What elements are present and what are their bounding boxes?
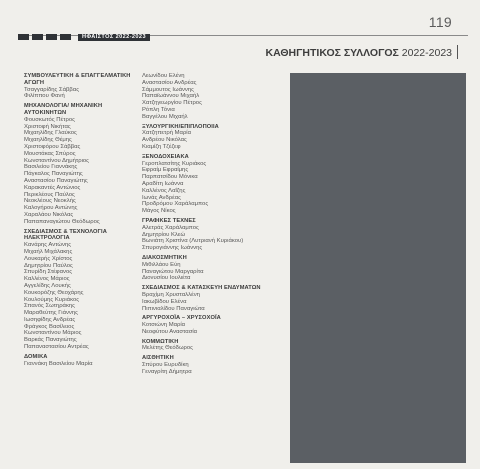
page-title <box>265 47 452 59</box>
staff-section <box>142 73 282 121</box>
section-title: ΑΙΣΘΗΤΙΚΗ <box>142 355 174 362</box>
section-title: ΚΟΜΜΩΤΙΚΗ <box>142 338 179 345</box>
decor-square <box>18 34 29 40</box>
title-divider <box>457 45 458 59</box>
staff-member: Παναγιώτου Μαργαρίτα <box>142 268 204 275</box>
staff-section <box>142 124 282 151</box>
staff-member: Μιχαηλίδης Θέμης <box>24 137 72 144</box>
staff-member: Παπαϊωάννου Μιχαήλ <box>142 93 200 100</box>
staff-member: Νεοφύτου Αναστασία <box>142 328 198 335</box>
staff-member: Γιαννάκη Βασιλείου Μαρία <box>24 360 93 367</box>
staff-member: Ρόπλη Τόνια <box>142 106 175 113</box>
brand-label: ΗΦΑΙΣΤΟΣ 2022-2023 <box>78 34 150 41</box>
staff-member: Βαγγέλου Μιχαήλ <box>142 113 188 120</box>
staff-member: Αναστασίου Παναγιώτης <box>24 177 88 184</box>
staff-member: Καλλένος Λαΐζης <box>142 187 186 194</box>
decor-square <box>60 34 71 40</box>
staff-member: Κουλούμης Κυριάκος <box>24 296 80 303</box>
staff-member: Περικλέους Παύλος <box>24 191 75 198</box>
staff-member: Δημητρίου Κλεώ <box>142 231 186 238</box>
section-title: ΣΧΕΔΙΑΣΜΟΣ & ΚΑΤΑΣΚΕΥΗ ΕΝΔΥΜΑΤΩΝ <box>142 285 261 292</box>
staff-member: Τσαγγαρίδης Σάββας <box>24 86 80 93</box>
section-title: ΣΥΜΒΟΥΛΕΥΤΙΚΗ & ΕΠΑΓΓΕΛΜΑΤΙΚΗ ΑΓΩΓΗ <box>24 73 131 86</box>
staff-member: Χαραλάου Νικόλας <box>24 211 74 218</box>
photo-placeholder <box>290 73 466 463</box>
staff-member: Καρακαντές Αντώνιος <box>24 184 81 191</box>
staff-member: Φουσκωτός Πέτρος <box>24 116 75 123</box>
staff-section <box>24 103 134 225</box>
staff-member: Πάγκαλος Παναγιώτης <box>24 171 83 178</box>
left-column <box>24 73 134 370</box>
staff-section <box>142 315 282 335</box>
staff-member: Εφραίμ Εφραίμης <box>142 167 189 174</box>
staff-member: Σπανός Σωτηράκης <box>24 303 76 310</box>
staff-member: Πιπινιαλίδου Παναγιώτα <box>142 305 205 312</box>
staff-member: Μιχαηλίδης Γλαύκος <box>24 130 77 137</box>
staff-member: Χριστοφή Νικήτας <box>24 123 71 130</box>
section-title: ΔΟΜΙΚΑ <box>24 353 48 360</box>
middle-column <box>142 73 282 379</box>
staff-member: Σπυρίδη Στέφανος <box>24 269 73 276</box>
staff-section <box>24 354 134 368</box>
staff-section <box>142 218 282 252</box>
staff-member: Χριστοφόρου Σάββας <box>24 143 81 150</box>
staff-member: Καλογήρου Αντώνης <box>24 205 78 212</box>
section-title: ΞΕΝΟΔΟΧΕΙΑΚΑ <box>142 153 189 160</box>
staff-member: Ιακωβίδου Ελένα <box>142 298 187 305</box>
staff-member: Λουκαρής Χρίστος <box>24 255 73 262</box>
staff-member: Διονυσίου Ιουλιέτα <box>142 275 191 282</box>
staff-member: Αναστασίου Ανδρέας <box>142 79 197 86</box>
staff-member: Νεοκλέους Νεοκλής <box>24 198 76 205</box>
staff-member: Κουκορόζης Θεοχάρης <box>24 289 84 296</box>
staff-member: Βραχίμη Χρυσταλλένη <box>142 291 200 298</box>
staff-member: Σπυρογιάννης Ιωάννης <box>142 245 203 252</box>
staff-member: Δημητρίου Παύλος <box>24 262 73 269</box>
section-title: ΞΥΛΟΥΡΓΙΚΗ/ΕΠΙΠΛΟΠΟΙΙΑ <box>142 123 219 130</box>
header-bar <box>18 33 150 41</box>
staff-member: Μουστάκας Σπύρος <box>24 150 76 157</box>
page-title-year: 2022-2023 <box>401 47 452 59</box>
staff-member: Βασιλείου Γιαννάκης <box>24 164 78 171</box>
page-title-main: ΚΑΘΗΓΗΤΙΚΟΣ ΣΥΛΛΟΓΟΣ <box>265 47 399 59</box>
decor-square <box>46 34 57 40</box>
staff-member: Αλετράς Χαράλαμπος <box>142 224 199 231</box>
section-title: ΣΧΕΔΙΑΣΜΟΣ & ΤΕΧΝΟΛΟΓΙΑ ΗΛΕΚΤΡΟΛΟΓΙΑ <box>24 228 107 242</box>
staff-section <box>142 154 282 215</box>
staff-member: Γεροπλατσίτης Κυριάκος <box>142 160 207 167</box>
staff-member: Μιχαήλ Μιχάλακης <box>24 248 73 255</box>
staff-section <box>142 285 282 312</box>
staff-member: Κωνσταντίνου Μάριος <box>24 330 82 337</box>
staff-section <box>142 255 282 282</box>
staff-member: Προδρόμου Χαράλαμπος <box>142 201 209 208</box>
staff-member: Χατζηγεωργίου Πέτρος <box>142 100 202 107</box>
staff-member: Παρπατσίδου Μόνικα <box>142 174 198 181</box>
staff-member: Κανάρης Αντώνης <box>24 242 72 249</box>
staff-member: Φράγκος Βασίλειος <box>24 323 75 330</box>
staff-member: Χατζηπετρή Μαρία <box>142 130 192 137</box>
staff-member: Ιωσηφίδης Ανδρέας <box>24 316 76 323</box>
staff-member: Σάμμουτος Ιωάννης <box>142 86 194 93</box>
staff-section <box>24 229 134 351</box>
staff-member: Μελέτης Θεόδωρος <box>142 345 194 352</box>
staff-member: Βαρκάς Παναγιώτης <box>24 337 77 344</box>
section-title: ΔΙΑΚΟΣΜΗΤΙΚΗ <box>142 254 187 261</box>
staff-member: Κοτσιώνη Μαρία <box>142 322 186 329</box>
section-title: ΑΡΓΥΡΟΧΟΪΑ – ΧΡΥΣΟΧΟΪΑ <box>142 315 221 322</box>
staff-member: Μιθιλλάου Εύη <box>142 261 181 268</box>
section-title: ΓΡΑΦΙΚΕΣ ΤΕΧΝΕΣ <box>142 217 196 224</box>
staff-member: Φιλίππου Φανή <box>24 93 65 100</box>
staff-member: Σπύρου Ευρυδίκη <box>142 362 189 369</box>
staff-member: Καλλένος Μάριος <box>24 276 70 283</box>
staff-member: Γεναγρίτη Δήμητρα <box>142 368 192 375</box>
staff-member: Κωνσταντίνου Δημήτριος <box>24 157 90 164</box>
staff-member: Βωνιάτη Χριστίνα (Λυτριανή Κυριάκου) <box>142 238 244 245</box>
staff-member: Κιαμίζη Τζέζεφ <box>142 143 181 150</box>
staff-member: Παπαπαναγιώτου Θεόδωρος <box>24 218 100 225</box>
staff-member: Λεωνίδου Ελένη <box>142 73 185 79</box>
staff-member: Ιωνάς Ανδρέας <box>142 194 182 201</box>
staff-section <box>142 339 282 353</box>
decor-square <box>32 34 43 40</box>
staff-section <box>24 73 134 100</box>
staff-member: Ανδρέου Νικόλας <box>142 137 187 144</box>
section-title: ΜΗΧΑΝΟΛΟΓΙΑ/ ΜΗΧΑΝΙΚΗ ΑΥΤΟΚΙΝΗΤΩΝ <box>24 103 103 116</box>
staff-member: Μαραθεύτης Γιάννης <box>24 310 78 317</box>
staff-section <box>142 355 282 375</box>
page-number: 119 <box>428 14 452 30</box>
staff-member: Αγγελίδης Λουκής <box>24 282 71 289</box>
staff-member: Αραδίτη Ιωάννα <box>142 180 184 187</box>
staff-member: Παπαναστασίου Αντρέας <box>24 344 89 351</box>
staff-member: Μάγος Νίκος <box>142 208 176 215</box>
